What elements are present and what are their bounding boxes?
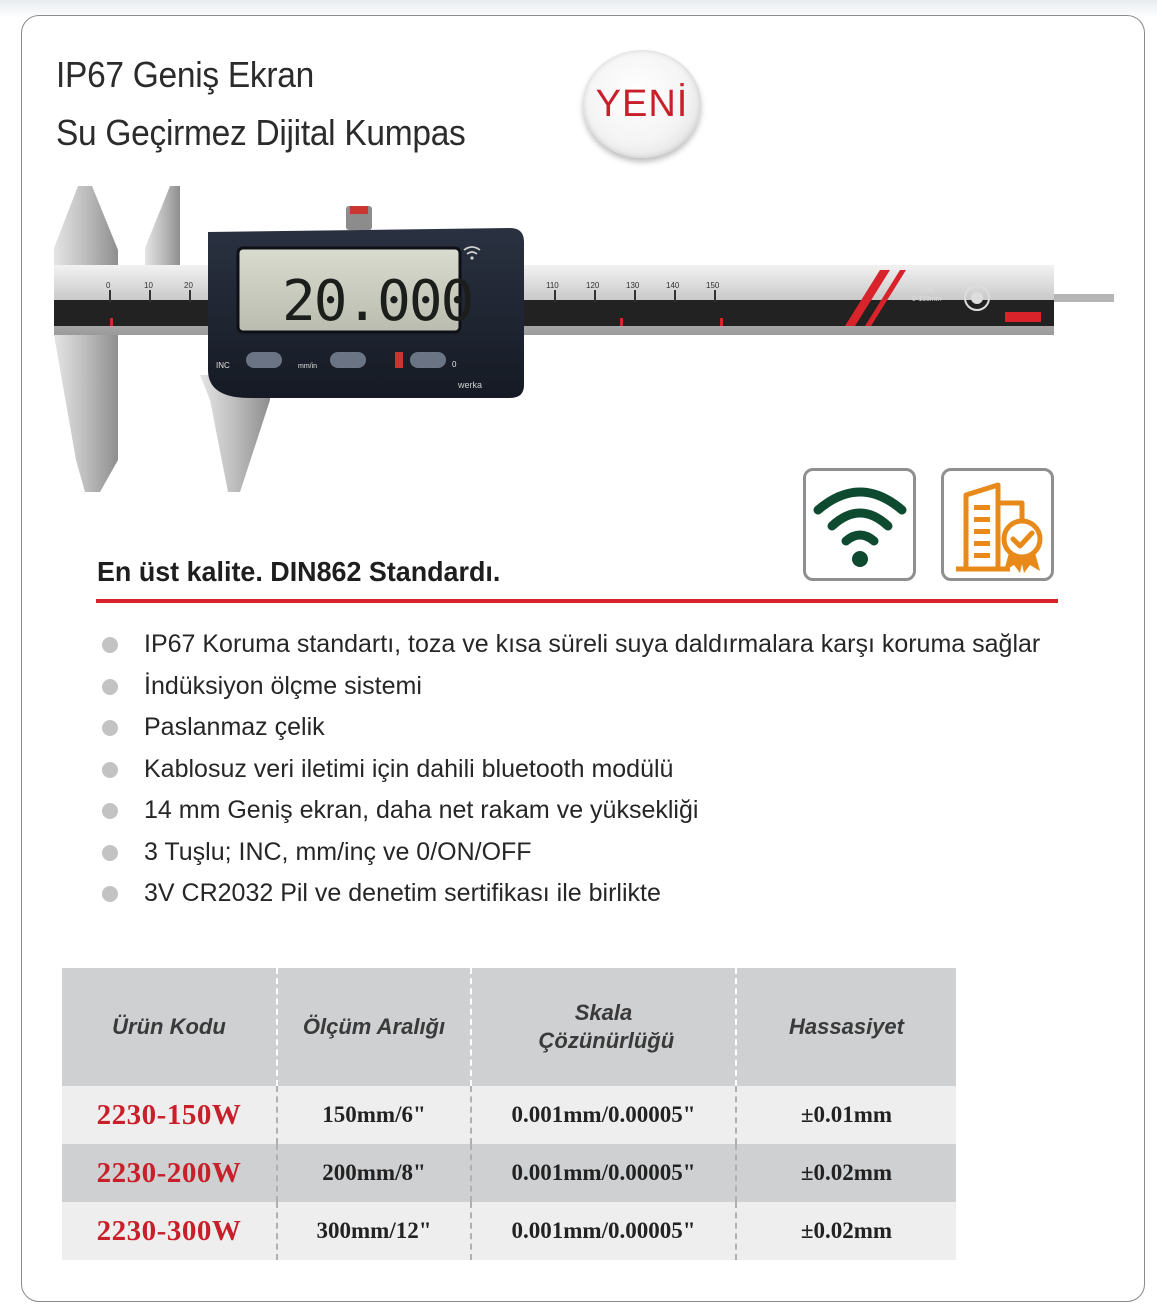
spec-table: [62, 968, 956, 1260]
scale-note-line-1: 0.01: [920, 287, 934, 294]
bullet-icon: [102, 720, 118, 736]
unit-button-label: mm/in: [298, 363, 318, 370]
feature-item: [96, 790, 1056, 832]
accuracy: ±0.01mm: [736, 1086, 956, 1144]
wifi-icon: [810, 480, 910, 570]
feature-text: IP67 Koruma standartı, toza ve kısa süreli suya daldırmalara karşı koruma sağlar: [144, 630, 1041, 658]
bullet-icon: [102, 886, 118, 902]
feature-item: [96, 873, 1056, 915]
table-row: [62, 1202, 956, 1260]
measuring-range: 300mm/12": [277, 1202, 471, 1260]
wireless-feature-box: [803, 468, 916, 581]
new-badge-label: YENİ: [595, 82, 689, 125]
bullet-icon: [102, 679, 118, 695]
table-row: [62, 1086, 956, 1144]
product-code: 2230-200W: [62, 1144, 277, 1202]
upper-fixed-jaw: [54, 186, 118, 265]
power-indicator: [395, 352, 403, 368]
scale-note-line-2: 0-150mm: [912, 296, 942, 303]
measuring-range: 200mm/8": [277, 1144, 471, 1202]
feature-text: 3V CR2032 Pil ve denetim sertifikası ile birlikte: [144, 879, 661, 907]
table-row: [62, 1144, 956, 1202]
bullet-icon: [102, 762, 118, 778]
zero-button: [410, 352, 446, 368]
scale-label-150: 150: [706, 281, 720, 290]
feature-item: [96, 666, 1056, 708]
unit-button: [330, 352, 366, 368]
table-header-row: [62, 968, 956, 1086]
lower-fixed-jaw: [54, 335, 118, 492]
scale-label-0: 0: [106, 281, 111, 290]
header-resolution-text: Skala Çözünürlüğü: [538, 1000, 675, 1053]
heading-underline: [96, 599, 1058, 603]
scale-label-120: 120: [586, 281, 600, 290]
scale-label-110: 110: [546, 281, 559, 290]
accuracy: ±0.02mm: [736, 1144, 956, 1202]
bullet-icon: [102, 845, 118, 861]
feature-item: [96, 624, 1056, 666]
feature-text: 14 mm Geniş ekran, daha net rakam ve yüksekliği: [144, 796, 699, 824]
new-badge: [583, 50, 701, 158]
lcd-reading: 20.000: [282, 269, 473, 334]
feature-text: 3 Tuşlu; INC, mm/inç ve 0/ON/OFF: [144, 837, 532, 866]
accuracy: ±0.02mm: [736, 1202, 956, 1260]
title-line-1: IP67 Geniş Ekran: [56, 54, 314, 95]
brand-logo: werka: [458, 380, 483, 390]
feature-item: [96, 707, 1056, 749]
product-code: 2230-150W: [62, 1086, 277, 1144]
feature-list: [96, 624, 1056, 915]
feature-text: Paslanmaz çelik: [144, 713, 325, 741]
resolution: 0.001mm/0.00005": [471, 1144, 736, 1202]
caliper-image: [40, 170, 1130, 515]
product-code: 2230-300W: [62, 1202, 277, 1260]
certificate-icon: [948, 477, 1048, 573]
scale-label-140: 140: [666, 281, 680, 290]
feature-item: [96, 832, 1056, 874]
inc-button: [246, 352, 282, 368]
certificate-feature-box: [941, 468, 1054, 581]
scale-label-130: 130: [626, 281, 640, 290]
header-accuracy: Hassasiyet: [736, 968, 956, 1086]
depth-rod: [1054, 294, 1114, 302]
resolution: 0.001mm/0.00005": [471, 1086, 736, 1144]
beam-scale-strip: [54, 300, 1054, 326]
header-resolution: [471, 968, 736, 1086]
zero-button-label: 0: [452, 360, 457, 369]
bullet-icon: [102, 637, 118, 653]
header-product-code: Ürün Kodu: [62, 968, 277, 1086]
header-measuring-range: Ölçüm Aralığı: [277, 968, 471, 1086]
beam-red-label: [1005, 312, 1041, 322]
resolution: 0.001mm/0.00005": [471, 1202, 736, 1260]
inc-button-label: INC: [216, 361, 230, 370]
bullet-icon: [102, 803, 118, 819]
feature-text: Kablosuz veri iletimi için dahili bluetooth modülü: [144, 754, 674, 783]
measuring-range: 150mm/6": [277, 1086, 471, 1144]
scale-label-10: 10: [144, 281, 153, 290]
scale-label-20: 20: [184, 281, 193, 290]
feature-item: [96, 749, 1056, 791]
feature-text: İndüksiyon ölçme sistemi: [144, 671, 422, 700]
title-line-2: Su Geçirmez Dijital Kumpas: [56, 112, 466, 153]
upper-slide-jaw: [145, 186, 180, 265]
section-heading: En üst kalite. DIN862 Standardı.: [97, 556, 501, 587]
